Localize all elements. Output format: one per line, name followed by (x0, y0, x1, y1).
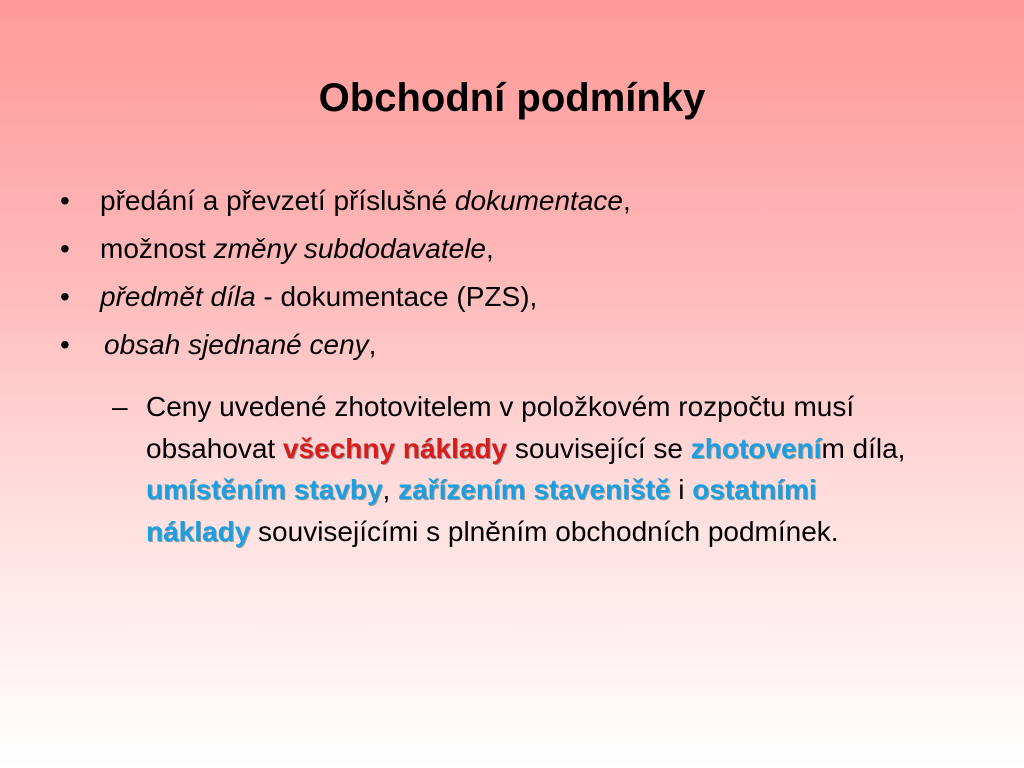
bullet-text: možnost (100, 233, 214, 264)
bullet-item (60, 232, 960, 266)
bullet-suffix: , (486, 233, 494, 264)
bullet-emphasis: předmět díla (100, 281, 256, 312)
bullet-item (60, 184, 960, 218)
bullet-text: předání a převzetí příslušné (100, 185, 455, 216)
bullet-suffix: , (622, 185, 631, 216)
bullet-item (60, 280, 960, 314)
highlight-site-location: umístěním stavby (146, 474, 383, 505)
bullet-marker: • (60, 329, 70, 360)
highlight-site-facilities: zařízením staveniště (398, 474, 671, 505)
bullet-marker: • (60, 185, 70, 216)
sub-text: souvisejícími s plněním obchodních podmínek. (250, 515, 839, 547)
sub-text: Ceny uvedené zhotovitelem v položkovém rozpočtu musí obsahovat (146, 391, 855, 464)
bullet-emphasis: změny subdodavatele (213, 233, 487, 264)
bullet-emphasis: dokumentace (454, 185, 623, 216)
bullet-emphasis: obsah sjednané ceny (104, 329, 369, 360)
sub-bullet (112, 386, 912, 552)
slide-title: Obchodní podmínky (318, 76, 706, 120)
highlight-all-costs: všechny náklady (283, 432, 508, 464)
sub-text: , (382, 474, 399, 505)
sub-text: i (670, 474, 693, 505)
dash-marker: – (112, 391, 128, 422)
bullet-marker: • (60, 281, 70, 312)
sub-text: související se (507, 432, 691, 464)
bullet-text: - dokumentace (PZS), (255, 281, 538, 312)
bullet-list (60, 184, 960, 376)
bullet-marker: • (60, 233, 70, 264)
sub-text: m díla, (821, 432, 906, 464)
bullet-suffix: , (368, 329, 377, 360)
sub-bullet-text (146, 386, 916, 552)
highlight-production: zhotovení (690, 432, 822, 464)
bullet-item (60, 328, 960, 362)
highlight-other-costs: ostatními náklady (146, 474, 817, 547)
